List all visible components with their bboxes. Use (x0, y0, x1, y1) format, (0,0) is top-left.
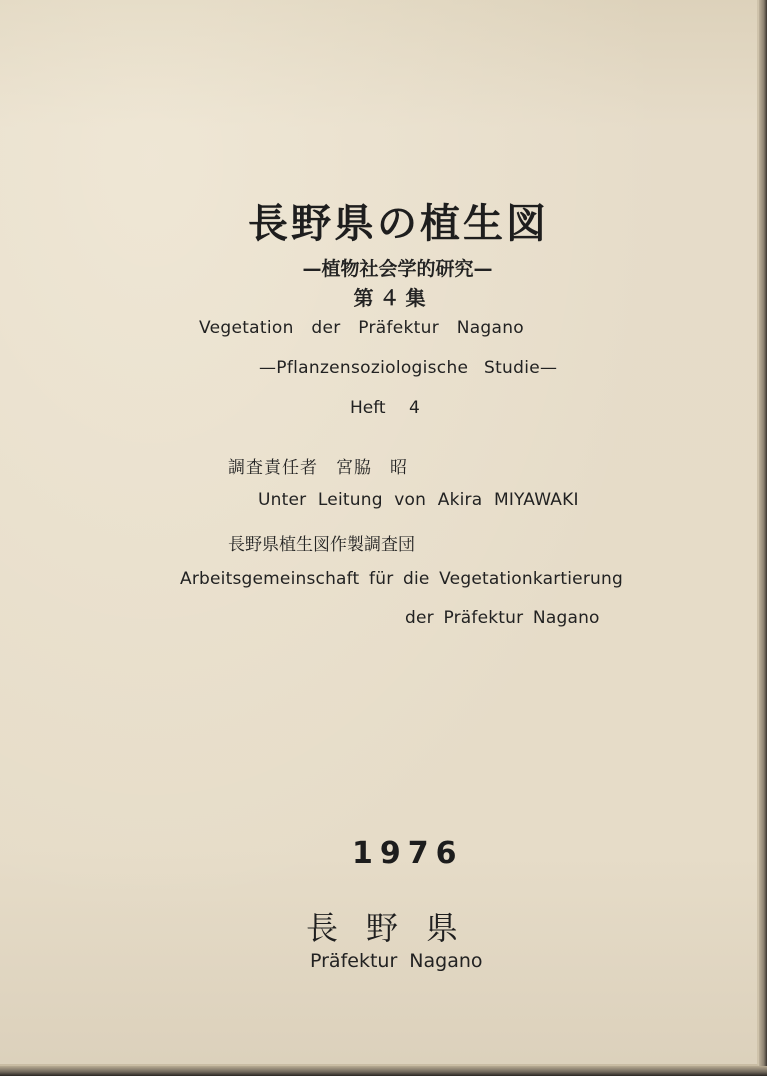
cover-group-jp: 長野県植生図作製調査団 (228, 535, 415, 555)
cover-subtitle-jp: —植物社会学的研究— (302, 258, 493, 280)
cover-group-de-line2: der Präfektur Nagano (405, 608, 600, 628)
cover-publisher-jp: 長野県 (306, 909, 487, 947)
cover-publisher-de: Präfektur Nagano (310, 950, 483, 972)
cover-subtitle-de: —Pflanzensoziologische Studie— (259, 358, 558, 378)
cover-edge-right (759, 0, 767, 1076)
cover-title-de: Vegetation der Präfektur Nagano (199, 318, 525, 338)
cover-heft: Heft 4 (350, 398, 420, 418)
cover-edge-bottom (0, 1066, 767, 1076)
cover-year: 1976 (352, 836, 464, 871)
cover-volume-jp: 第４集 (353, 286, 432, 310)
cover-group-de-line1: Arbeitsgemeinschaft für die Vegetationkartierung (180, 569, 623, 589)
cover-lead-jp: 調査責任者 宮脇 昭 (228, 458, 408, 478)
cover-lead-de: Unter Leitung von Akira MIYAWAKI (258, 490, 579, 510)
cover-title-jp: 長野県の植生図 (248, 201, 549, 247)
